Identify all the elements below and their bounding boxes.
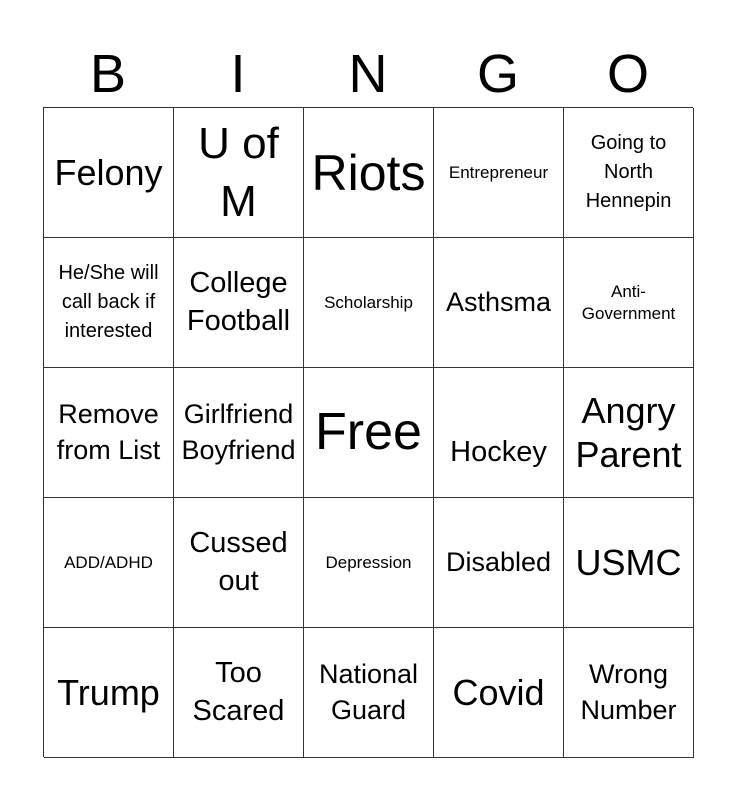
bingo-cell[interactable] [434,498,564,628]
cell-label: Anti-Government [581,282,676,323]
header-letter-n: N [348,44,388,104]
bingo-cell[interactable] [304,498,434,628]
cell-label: Girlfriend Boyfriend [181,399,296,465]
bingo-cell[interactable] [564,628,694,758]
bingo-cell[interactable] [304,368,434,498]
header-letter-g: G [476,44,519,104]
bingo-cell[interactable] [174,368,304,498]
bingo-cell[interactable] [434,108,564,238]
bingo-board [43,107,693,757]
cell-label: Scholarship [324,292,413,312]
bingo-cell[interactable] [44,238,174,368]
bingo-cell[interactable] [174,238,304,368]
cell-label: College Football [186,266,291,337]
bingo-cell[interactable] [174,628,304,758]
header-letter-b: B [89,44,127,104]
cell-label: Covid [452,671,545,713]
cell-label: Entrepreneur [448,162,549,182]
cell-label: Free [315,403,422,462]
header-letter-i: I [230,44,246,104]
cell-label: Disabled [445,546,552,577]
cell-label: Felony [54,151,163,193]
bingo-cell[interactable] [44,498,174,628]
cell-label: Remove from List [56,399,161,465]
cell-label: Going to North Hennepin [585,132,672,212]
cell-label: Cussed out [189,526,288,597]
cell-label: Too Scared [192,656,285,727]
cell-label: ADD/ADHD [64,552,153,572]
cell-label: USMC [575,541,682,583]
cell-label: Riots [311,144,426,201]
cell-label: Hockey [450,435,547,468]
bingo-cell[interactable] [304,108,434,238]
cell-label: He/She will call back if interested [58,262,159,342]
cell-label: National Guard [318,659,419,725]
cell-label: U of M [198,119,279,226]
bingo-cell[interactable] [434,628,564,758]
bingo-cell[interactable] [564,108,694,238]
bingo-cell[interactable] [434,368,564,498]
bingo-cell[interactable] [174,498,304,628]
bingo-cell[interactable] [44,368,174,498]
bingo-header [43,40,693,108]
bingo-cell[interactable] [174,108,304,238]
cell-label: Wrong Number [580,659,677,725]
bingo-cell[interactable] [304,628,434,758]
bingo-cell[interactable] [44,108,174,238]
bingo-cell[interactable] [304,238,434,368]
bingo-cell[interactable] [44,628,174,758]
cell-label: Depression [325,552,412,572]
cell-label: Trump [57,671,160,713]
bingo-cell[interactable] [434,238,564,368]
bingo-cell[interactable] [564,238,694,368]
bingo-cell[interactable] [564,368,694,498]
cell-label: Angry Parent [575,390,682,475]
header-letter-o: O [606,44,649,104]
bingo-cell[interactable] [564,498,694,628]
cell-label: Asthsma [445,286,552,317]
